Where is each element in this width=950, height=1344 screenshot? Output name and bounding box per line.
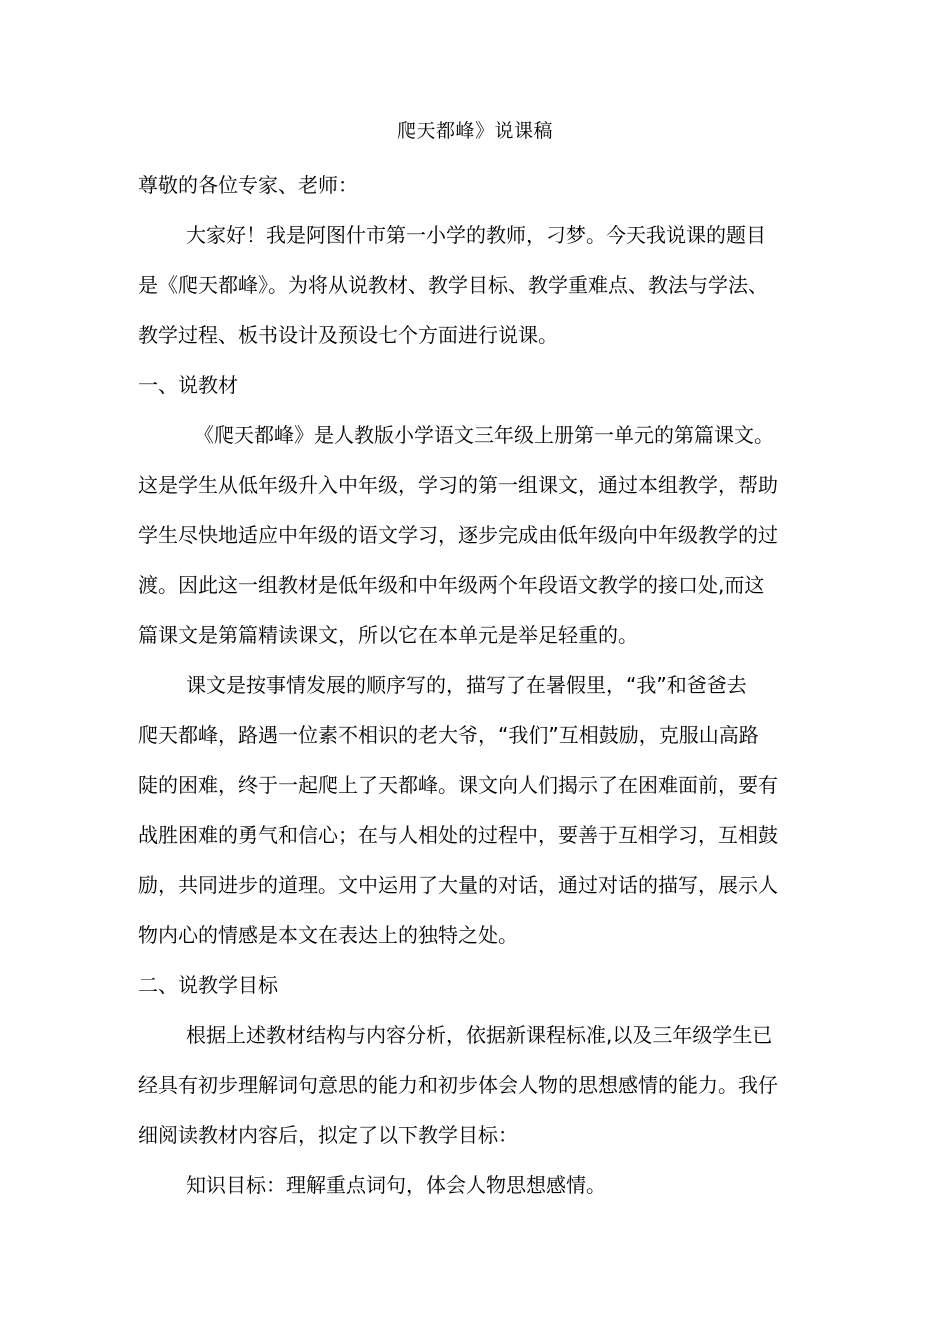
content-line-4: 战胜困难的勇气和信心；在与人相处的过程中，要善于互相学习，互相鼓 (138, 823, 778, 847)
content-line-1: 课文是按事情发展的顺序写的，描写了在暑假里，“我”和爸爸去 (186, 673, 747, 697)
content-line-6: 物内心的情感是本文在表达上的独特之处。 (138, 923, 518, 947)
textbook-line-4: 渡。因此这一组教材是低年级和中年级两个年段语文教学的接口处,而这 (138, 573, 765, 597)
content-line-3: 陡的困难，终于一起爬上了天都峰。课文向人们揭示了在困难面前，要有 (138, 773, 778, 797)
textbook-line-5: 篇课文是第篇精读课文，所以它在本单元是举足轻重的。 (138, 623, 638, 647)
salutation-line: 尊敬的各位专家、老师： (138, 173, 358, 197)
section-heading-goals: 二、说教学目标 (138, 973, 278, 997)
section-heading-textbook: 一、说教材 (138, 373, 238, 397)
knowledge-goal-line: 知识目标：理解重点词句，体会人物思想感情。 (186, 1173, 606, 1197)
content-line-2: 爬天都峰，路遇一位素不相识的老大爷，“我们”互相鼓励，克服山高路 (138, 723, 759, 747)
goals-line-2: 经具有初步理解词句意思的能力和初步体会人物的思想感情的能力。我仔 (138, 1073, 778, 1097)
textbook-line-1: 《爬天都峰》是人教版小学语文三年级上册第一单元的第篇课文。 (194, 423, 774, 447)
content-line-5: 励，共同进步的道理。文中运用了大量的对话，通过对话的描写，展示人 (138, 873, 778, 897)
goals-line-1: 根据上述教材结构与内容分析，依据新课程标准,以及三年级学生已 (186, 1023, 773, 1047)
intro-line-3: 教学过程、板书设计及预设七个方面进行说课。 (138, 323, 558, 347)
goals-line-3: 细阅读教材内容后，拟定了以下教学目标： (138, 1123, 518, 1147)
intro-line-2: 是《爬天都峰》。为将从说教材、教学目标、教学重难点、教法与学法、 (138, 273, 768, 297)
intro-line-1: 大家好！我是阿图什市第一小学的教师，刁梦。今天我说课的题目 (186, 223, 766, 247)
textbook-line-2: 这是学生从低年级升入中年级，学习的第一组课文，通过本组教学，帮助 (138, 473, 778, 497)
document-body (138, 160, 818, 1210)
textbook-line-3: 学生尽快地适应中年级的语文学习，逐步完成由低年级向中年级教学的过 (138, 523, 778, 547)
document-title: 爬天都峰》说课稿 (396, 120, 553, 142)
